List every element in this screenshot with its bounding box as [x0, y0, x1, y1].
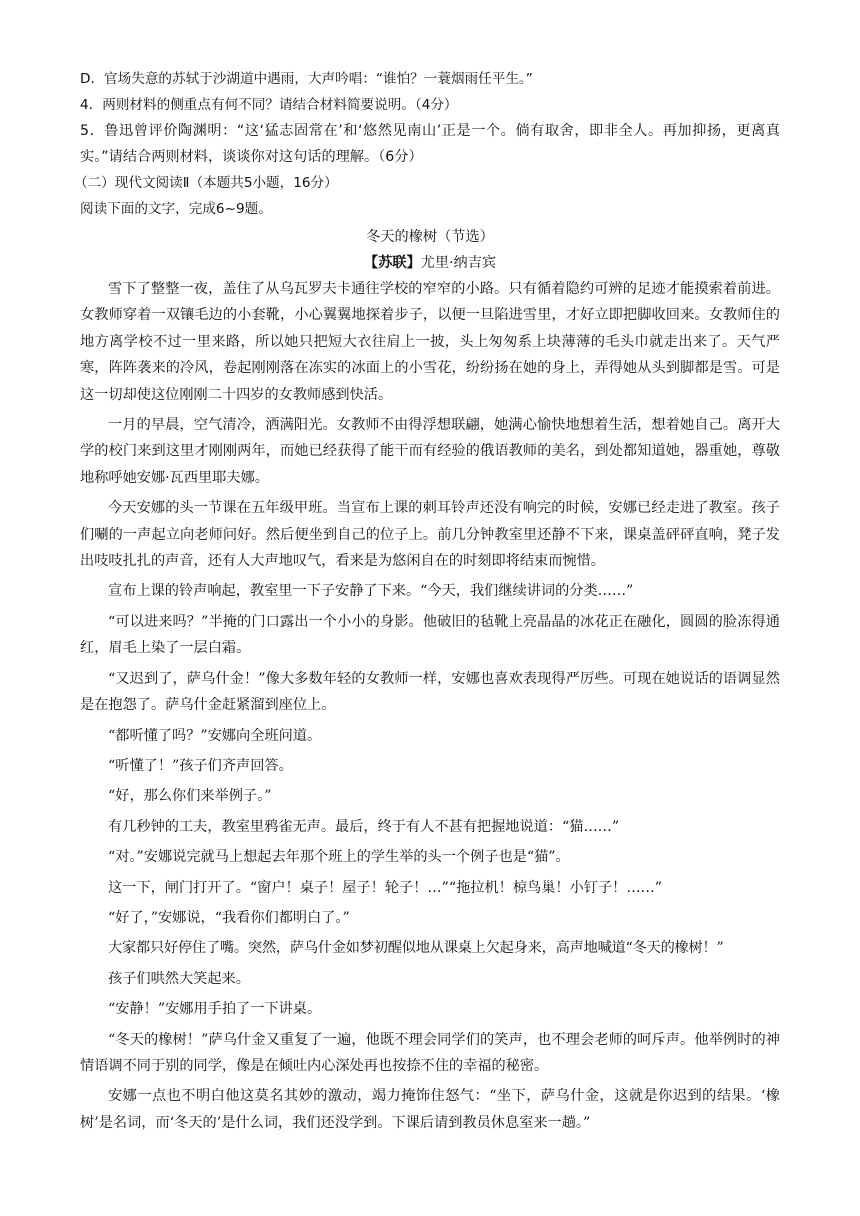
paragraph-2: 一月的早晨，空气清冷，洒满阳光。女教师不由得浮想联翩，她满心愉快地想着生活，想着她自己。离开大学的校门来到这里才刚刚两年，而她已经获得了能干而有经验的俄语教师的美名，到处都知道她，器重她，尊敬地称呼她安娜·瓦西里耶夫娜。: [80, 417, 780, 486]
paragraph-14: 大家都只好停住了嘴。突然，萨乌什金如梦初醒似地从课桌上欠起身来，高声地喊道“冬天的橡树！”: [108, 940, 724, 957]
paragraph-1: 雪下了整整一夜，盖住了从乌瓦罗夫卡通往学校的窄窄的小路。只有循着隐约可辨的足迹才能摸索着前进。女教师穿着一双镶毛边的小套靴，小心翼翼地探着步子，以便一旦陷进雪里，才好立即把脚收回来。女教师住的地方离学校不过一里来路，所以她只把短大衣往肩上一披，头上匆匆系上块薄薄的毛头巾就走出来了。天气严寒，阵阵袭来的冷风，卷起刚刚落在冻实的冰面上的小雪花，纷纷扬在她的身上，弄得她从头到脚都是雪。可是这一切却使这位刚刚二十四岁的女教师感到快活。: [80, 281, 780, 403]
paragraph-7: “都听懂了吗？”安娜向全班问道。: [108, 727, 322, 744]
paragraph-15: 孩子们哄然大笑起来。: [108, 970, 250, 987]
paragraph-3: 今天安娜的头一节课在五年级甲班。当宣布上课的刺耳铃声还没有响完的时候，安娜已经走进了教室。孩子们唰的一声起立向老师问好。然后便坐到自己的位子上。前几分钟教室里还静不下来，课桌盖砰砰直响，凳子发出吱吱扎扎的声音，还有人大声地叹气，看来是为悠闲自在的时刻即将结束而惋惜。: [80, 500, 780, 570]
option-d: D．官场失意的苏轼于沙湖道中遇雨，大声吟唱：“谁怕？一蓑烟雨任平生。”: [80, 71, 533, 87]
exam-page: [74, 66, 780, 1136]
article-title: 冬天的橡树（节选）: [366, 229, 494, 245]
question-5: 5．鲁迅曾评价陶渊明：“这‘猛志固常在’和‘悠然见南山’正是一个。倘有取舍，即非全人。再加抑扬，更离真实。”请结合两则材料，谈谈你对这句话的理解。（6分）: [80, 123, 780, 165]
paragraph-4: 宣布上课的铃声响起，教室里一下子安静了下来。“今天，我们继续讲词的分类……”: [108, 583, 634, 600]
question-4: 4．两则材料的侧重点有何不同？请结合材料简要说明。（4分）: [80, 97, 458, 113]
paragraph-13: “好了，”安娜说，“我看你们都明白了。”: [108, 909, 350, 926]
paragraph-5: “可以进来吗？”半掩的门口露出一个小小的身影。他破旧的毡靴上亮晶晶的冰花正在融化，圆圆的脸冻得通红，眉毛上染了一层白霜。: [80, 613, 780, 657]
section-heading: （二）现代文阅读Ⅱ（本题共5小题，16分）: [74, 175, 338, 191]
paragraph-10: 有几秒钟的工夫，教室里鸦雀无声。最后，终于有人不甚有把握地说道：“猫……”: [108, 818, 620, 835]
paragraph-11: “对。”安娜说完就马上想起去年那个班上的学生举的头一个例子也是“猫”。: [108, 849, 570, 866]
section-instruction: 阅读下面的文字，完成6~9题。: [80, 201, 272, 217]
paragraph-18: 安娜一点也不明白他这莫名其妙的激动，竭力掩饰住怒气：“坐下，萨乌什金，这就是你迟到的结果。‘橡树’是名词，而‘冬天的’是什么词，我们还没学到。下课后请到教员休息室来一趟。”: [80, 1088, 780, 1131]
article-author: [80, 250, 780, 276]
author-country: 【苏联】: [363, 255, 421, 271]
paragraph-9: “好，那么你们来举例子。”: [108, 788, 272, 805]
paragraph-17: “冬天的橡树！”萨乌什金又重复了一遍，他既不理会同学们的笑声，也不理会老师的呵斥声。他举例时的神情语调不同于别的同学，像是在倾吐内心深处再也按捺不住的幸福的秘密。: [80, 1031, 780, 1074]
author-name: 尤里·纳吉宾: [420, 255, 497, 271]
paragraph-8: “听懂了！”孩子们齐声回答。: [108, 757, 293, 774]
paragraph-16: “安静！”安娜用手拍了一下讲桌。: [108, 1001, 322, 1018]
paragraph-6: “又迟到了，萨乌什金！”像大多数年轻的女教师一样，安娜也喜欢表现得严厉些。可现在她说话的语调显然是在抱怨了。萨乌什金赶紧溜到座位上。: [80, 670, 780, 714]
paragraph-12: 这一下，闸门打开了。“窗户！桌子！屋子！轮子！…”“拖拉机！椋鸟巢！小钉子！……”: [108, 879, 662, 896]
